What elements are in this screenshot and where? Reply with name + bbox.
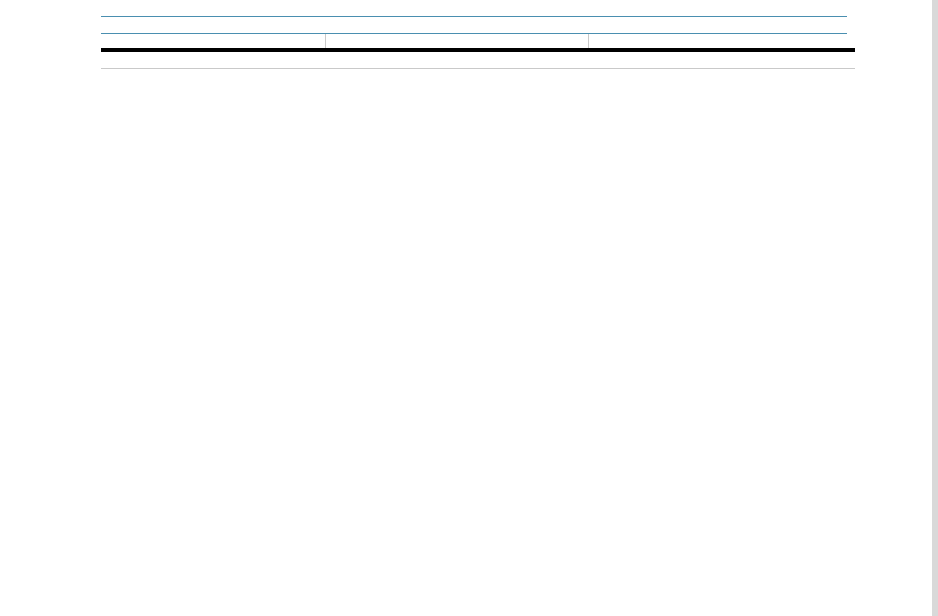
header-row: [101, 34, 855, 50]
spec-sheet: [101, 16, 847, 69]
page-edge: [932, 0, 938, 616]
section-title: [101, 16, 847, 34]
model-2-name: [589, 34, 856, 50]
spec-table: [101, 34, 855, 69]
spacer-row: [101, 50, 855, 69]
header-unit: [274, 34, 326, 50]
header-label: [101, 34, 274, 50]
model-1-name: [326, 34, 589, 50]
